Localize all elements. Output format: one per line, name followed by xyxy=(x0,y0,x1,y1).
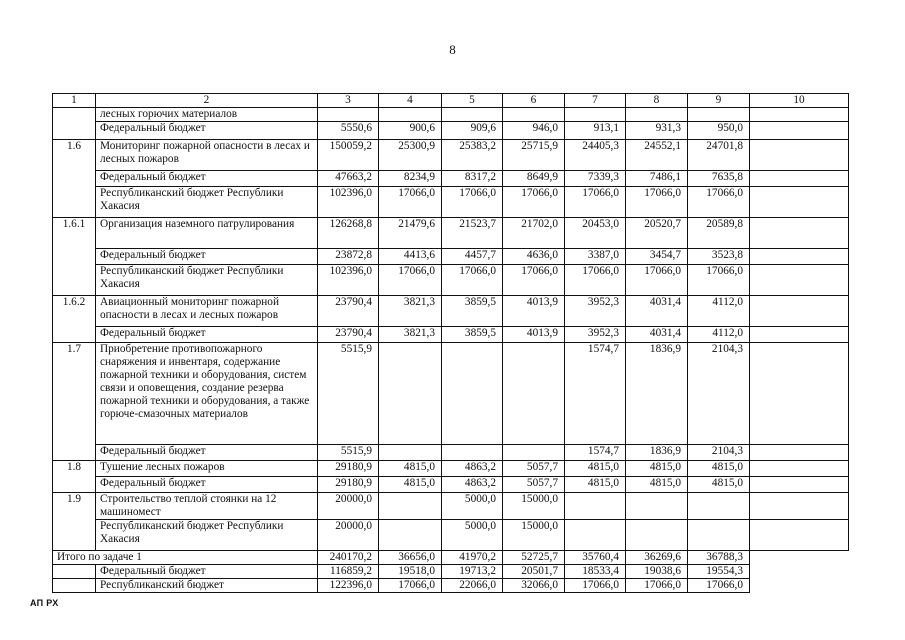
value-cell xyxy=(688,108,750,122)
value-cell: 4863,2 xyxy=(442,461,503,477)
total-label: Республиканский бюджет xyxy=(96,579,318,593)
row-label: Строительство теплой стоянки на 12 машиномест xyxy=(96,493,318,520)
total-row xyxy=(53,551,849,565)
value-cell: 4031,4 xyxy=(626,296,688,327)
row-number: 1.9 xyxy=(53,493,96,520)
total-value: 19518,0 xyxy=(379,565,442,579)
value-cell xyxy=(379,445,442,461)
total-value: 35760,4 xyxy=(565,551,626,565)
value-cell: 17066,0 xyxy=(503,265,565,296)
row-number xyxy=(53,579,96,593)
value-cell: 15000,0 xyxy=(503,520,565,551)
empty-cell xyxy=(750,249,849,265)
table-header-row xyxy=(53,94,849,108)
value-cell: 5057,7 xyxy=(503,477,565,493)
row-label: Республиканский бюджет Республики Хакасия xyxy=(96,265,318,296)
total-row xyxy=(53,565,849,579)
budget-table xyxy=(52,93,849,593)
value-cell: 7339,3 xyxy=(565,171,626,187)
value-cell: 5515,9 xyxy=(318,343,379,445)
row-label: Республиканский бюджет Республики Хакасия xyxy=(96,187,318,218)
table-row xyxy=(53,122,849,140)
table-row xyxy=(53,520,849,551)
value-cell: 24405,3 xyxy=(565,140,626,171)
empty-cell xyxy=(750,187,849,218)
value-cell: 150059,2 xyxy=(318,140,379,171)
value-cell xyxy=(503,343,565,445)
empty-cell xyxy=(750,551,849,565)
value-cell: 4815,0 xyxy=(688,477,750,493)
value-cell: 102396,0 xyxy=(318,265,379,296)
value-cell: 4815,0 xyxy=(565,477,626,493)
value-cell: 3454,7 xyxy=(626,249,688,265)
value-cell: 5550,6 xyxy=(318,122,379,140)
row-number xyxy=(53,565,96,579)
table-row xyxy=(53,445,849,461)
value-cell: 5057,7 xyxy=(503,461,565,477)
value-cell: 25715,9 xyxy=(503,140,565,171)
table-row xyxy=(53,477,849,493)
empty-cell xyxy=(750,493,849,520)
empty-cell xyxy=(750,171,849,187)
row-number xyxy=(53,520,96,551)
footer-mark: АП РХ xyxy=(30,598,59,608)
value-cell: 4013,9 xyxy=(503,296,565,327)
value-cell: 4112,0 xyxy=(688,296,750,327)
value-cell: 5515,9 xyxy=(318,445,379,461)
value-cell: 4112,0 xyxy=(688,327,750,343)
column-header: 8 xyxy=(626,94,688,108)
value-cell xyxy=(626,520,688,551)
row-label: Приобретение противопожарного снаряжения и инвентаря, содержание пожарной техники и оборудования, систем связи и оповещения, создание резерва пожарной техники и оборудования, а также горюче-смазочных материалов xyxy=(96,343,318,445)
column-header: 2 xyxy=(96,94,318,108)
value-cell: 950,0 xyxy=(688,122,750,140)
empty-cell xyxy=(750,296,849,327)
total-value: 17066,0 xyxy=(626,579,688,593)
total-value: 122396,0 xyxy=(318,579,379,593)
value-cell: 20453,0 xyxy=(565,218,626,249)
column-header: 1 xyxy=(53,94,96,108)
value-cell: 913,1 xyxy=(565,122,626,140)
table-row xyxy=(53,108,849,122)
column-header: 10 xyxy=(750,94,849,108)
row-number: 1.8 xyxy=(53,461,96,477)
value-cell: 17066,0 xyxy=(379,187,442,218)
value-cell: 3821,3 xyxy=(379,327,442,343)
value-cell: 3821,3 xyxy=(379,296,442,327)
total-value: 36269,6 xyxy=(626,551,688,565)
empty-cell xyxy=(750,343,849,445)
table-row xyxy=(53,187,849,218)
value-cell xyxy=(565,520,626,551)
column-header: 3 xyxy=(318,94,379,108)
value-cell: 17066,0 xyxy=(442,265,503,296)
value-cell: 4815,0 xyxy=(626,461,688,477)
value-cell xyxy=(442,445,503,461)
total-value: 116859,2 xyxy=(318,565,379,579)
value-cell xyxy=(318,108,379,122)
table-row xyxy=(53,327,849,343)
empty-cell xyxy=(750,461,849,477)
table-row xyxy=(53,296,849,327)
value-cell: 47663,2 xyxy=(318,171,379,187)
value-cell: 23790,4 xyxy=(318,327,379,343)
value-cell: 4457,7 xyxy=(442,249,503,265)
row-label: Организация наземного патрулирования xyxy=(96,218,318,249)
column-header: 9 xyxy=(688,94,750,108)
row-number xyxy=(53,477,96,493)
value-cell: 931,3 xyxy=(626,122,688,140)
value-cell: 25383,2 xyxy=(442,140,503,171)
total-value: 36656,0 xyxy=(379,551,442,565)
value-cell xyxy=(442,108,503,122)
row-number: 1.6.1 xyxy=(53,218,96,249)
value-cell: 21702,0 xyxy=(503,218,565,249)
value-cell: 8649,9 xyxy=(503,171,565,187)
page-number: 8 xyxy=(449,42,456,57)
value-cell: 1574,7 xyxy=(565,343,626,445)
column-header: 7 xyxy=(565,94,626,108)
total-value: 20501,7 xyxy=(503,565,565,579)
empty-cell xyxy=(750,140,849,171)
value-cell: 126268,8 xyxy=(318,218,379,249)
total-value: 41970,2 xyxy=(442,551,503,565)
value-cell xyxy=(565,108,626,122)
value-cell: 909,6 xyxy=(442,122,503,140)
value-cell: 25300,9 xyxy=(379,140,442,171)
value-cell: 4013,9 xyxy=(503,327,565,343)
row-label: лесных горючих материалов xyxy=(96,108,318,122)
value-cell: 17066,0 xyxy=(565,187,626,218)
row-label: Республиканский бюджет Республики Хакасия xyxy=(96,520,318,551)
row-number xyxy=(53,445,96,461)
value-cell: 20589,8 xyxy=(688,218,750,249)
empty-cell xyxy=(750,477,849,493)
value-cell xyxy=(379,493,442,520)
value-cell xyxy=(442,343,503,445)
value-cell: 3859,5 xyxy=(442,296,503,327)
value-cell: 5000,0 xyxy=(442,493,503,520)
empty-cell xyxy=(750,265,849,296)
total-value: 22066,0 xyxy=(442,579,503,593)
total-value: 240170,2 xyxy=(318,551,379,565)
value-cell: 2104,3 xyxy=(688,445,750,461)
value-cell: 4815,0 xyxy=(379,477,442,493)
value-cell xyxy=(626,493,688,520)
value-cell: 17066,0 xyxy=(565,265,626,296)
value-cell: 20000,0 xyxy=(318,493,379,520)
total-label: Итого по задаче 1 xyxy=(53,551,318,565)
value-cell: 4413,6 xyxy=(379,249,442,265)
total-value: 17066,0 xyxy=(565,579,626,593)
total-value: 52725,7 xyxy=(503,551,565,565)
value-cell: 17066,0 xyxy=(379,265,442,296)
value-cell: 3523,8 xyxy=(688,249,750,265)
value-cell: 946,0 xyxy=(503,122,565,140)
value-cell: 1836,9 xyxy=(626,445,688,461)
value-cell: 23790,4 xyxy=(318,296,379,327)
row-number xyxy=(53,108,96,122)
row-label: Федеральный бюджет xyxy=(96,477,318,493)
row-number: 1.6 xyxy=(53,140,96,171)
value-cell: 8317,2 xyxy=(442,171,503,187)
value-cell: 3952,3 xyxy=(565,296,626,327)
value-cell: 3859,5 xyxy=(442,327,503,343)
row-label: Федеральный бюджет xyxy=(96,171,318,187)
table-row xyxy=(53,265,849,296)
table-row xyxy=(53,461,849,477)
row-label: Федеральный бюджет xyxy=(96,327,318,343)
value-cell: 17066,0 xyxy=(503,187,565,218)
value-cell: 20000,0 xyxy=(318,520,379,551)
column-header: 5 xyxy=(442,94,503,108)
table-body xyxy=(53,108,849,593)
value-cell: 29180,9 xyxy=(318,461,379,477)
empty-cell xyxy=(750,445,849,461)
total-value: 19713,2 xyxy=(442,565,503,579)
value-cell: 21523,7 xyxy=(442,218,503,249)
value-cell: 24701,8 xyxy=(688,140,750,171)
empty-cell xyxy=(750,218,849,249)
value-cell: 17066,0 xyxy=(626,187,688,218)
empty-cell xyxy=(750,122,849,140)
empty-cell xyxy=(750,327,849,343)
value-cell: 8234,9 xyxy=(379,171,442,187)
row-label: Федеральный бюджет xyxy=(96,122,318,140)
total-value: 32066,0 xyxy=(503,579,565,593)
value-cell: 4031,4 xyxy=(626,327,688,343)
value-cell: 4815,0 xyxy=(688,461,750,477)
table-row xyxy=(53,249,849,265)
total-value: 18533,4 xyxy=(565,565,626,579)
empty-cell xyxy=(750,108,849,122)
value-cell: 1574,7 xyxy=(565,445,626,461)
total-value: 19038,6 xyxy=(626,565,688,579)
value-cell xyxy=(503,108,565,122)
table-row xyxy=(53,343,849,445)
value-cell: 4815,0 xyxy=(626,477,688,493)
table-row xyxy=(53,493,849,520)
row-number xyxy=(53,171,96,187)
row-label: Федеральный бюджет xyxy=(96,249,318,265)
total-label: Федеральный бюджет xyxy=(96,565,318,579)
value-cell xyxy=(688,520,750,551)
value-cell: 102396,0 xyxy=(318,187,379,218)
column-header: 6 xyxy=(503,94,565,108)
row-number: 1.6.2 xyxy=(53,296,96,327)
value-cell: 15000,0 xyxy=(503,493,565,520)
row-label: Тушение лесных пожаров xyxy=(96,461,318,477)
value-cell: 17066,0 xyxy=(626,265,688,296)
table-row xyxy=(53,171,849,187)
value-cell: 21479,6 xyxy=(379,218,442,249)
total-row xyxy=(53,579,849,593)
value-cell xyxy=(688,493,750,520)
row-number xyxy=(53,187,96,218)
value-cell: 3952,3 xyxy=(565,327,626,343)
value-cell: 2104,3 xyxy=(688,343,750,445)
value-cell: 29180,9 xyxy=(318,477,379,493)
empty-cell xyxy=(750,579,849,593)
empty-cell xyxy=(750,520,849,551)
total-value: 36788,3 xyxy=(688,551,750,565)
value-cell: 7635,8 xyxy=(688,171,750,187)
table-row xyxy=(53,140,849,171)
total-value: 17066,0 xyxy=(688,579,750,593)
value-cell: 4815,0 xyxy=(379,461,442,477)
row-label: Авиационный мониторинг пожарной опасности в лесах и лесных пожаров xyxy=(96,296,318,327)
column-header: 4 xyxy=(379,94,442,108)
value-cell xyxy=(626,108,688,122)
value-cell: 17066,0 xyxy=(442,187,503,218)
value-cell: 900,6 xyxy=(379,122,442,140)
total-value: 19554,3 xyxy=(688,565,750,579)
table-row xyxy=(53,218,849,249)
row-number xyxy=(53,122,96,140)
value-cell xyxy=(379,108,442,122)
value-cell: 3387,0 xyxy=(565,249,626,265)
value-cell: 20520,7 xyxy=(626,218,688,249)
value-cell xyxy=(503,445,565,461)
total-value: 17066,0 xyxy=(379,579,442,593)
row-number xyxy=(53,265,96,296)
value-cell: 7486,1 xyxy=(626,171,688,187)
value-cell xyxy=(565,493,626,520)
value-cell: 23872,8 xyxy=(318,249,379,265)
value-cell: 17066,0 xyxy=(688,265,750,296)
row-number xyxy=(53,249,96,265)
value-cell: 4863,2 xyxy=(442,477,503,493)
row-number: 1.7 xyxy=(53,343,96,445)
value-cell: 1836,9 xyxy=(626,343,688,445)
value-cell xyxy=(379,343,442,445)
row-label: Федеральный бюджет xyxy=(96,445,318,461)
value-cell: 4636,0 xyxy=(503,249,565,265)
value-cell xyxy=(379,520,442,551)
value-cell: 24552,1 xyxy=(626,140,688,171)
value-cell: 5000,0 xyxy=(442,520,503,551)
row-label: Мониторинг пожарной опасности в лесах и лесных пожаров xyxy=(96,140,318,171)
row-number xyxy=(53,327,96,343)
value-cell: 17066,0 xyxy=(688,187,750,218)
empty-cell xyxy=(750,565,849,579)
value-cell: 4815,0 xyxy=(565,461,626,477)
